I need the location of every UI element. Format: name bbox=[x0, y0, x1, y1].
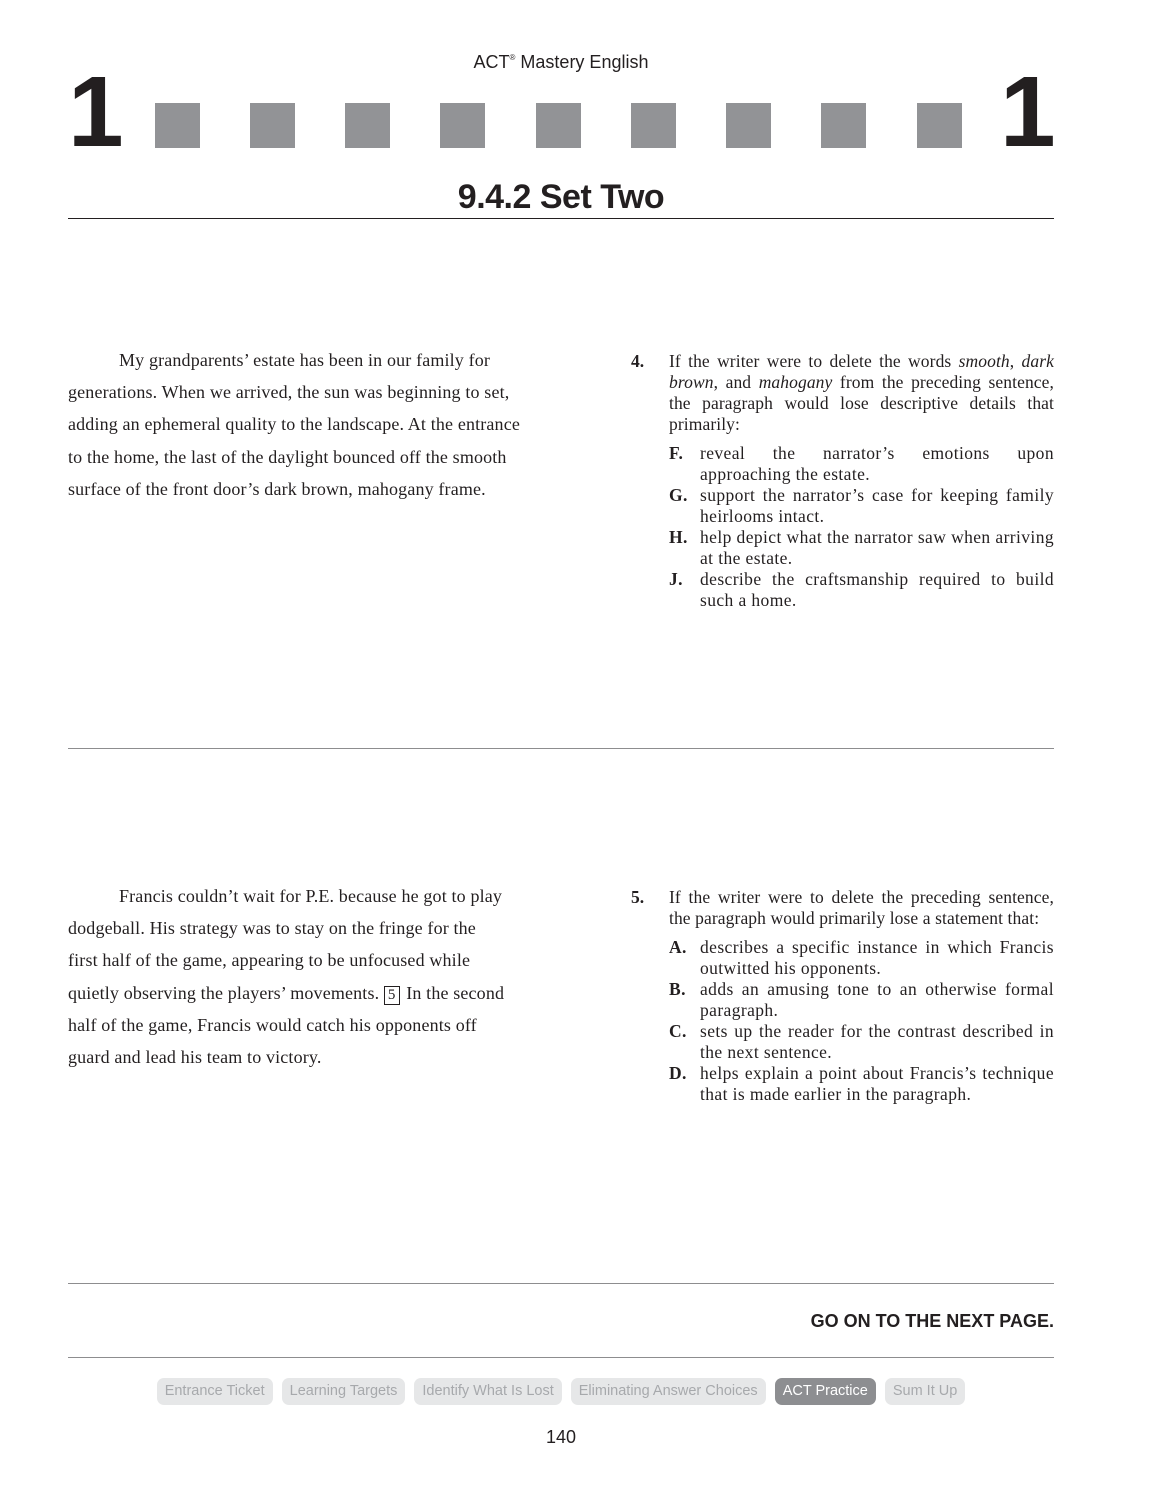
square-icon bbox=[631, 103, 676, 148]
go-on-instruction: GO ON TO THE NEXT PAGE. bbox=[810, 1311, 1054, 1331]
nav-entrance-ticket[interactable]: Entrance Ticket bbox=[157, 1378, 273, 1405]
page-number: 140 bbox=[545, 1427, 577, 1447]
registered-mark: ® bbox=[509, 53, 516, 62]
square-icon bbox=[536, 103, 581, 148]
choice-letter: F. bbox=[669, 443, 684, 463]
answer-choices bbox=[669, 443, 1054, 611]
choice-text: describe the craftsmanship required to build such a home. bbox=[700, 569, 1054, 610]
stem-part: If the writer were to delete the words bbox=[669, 351, 959, 371]
book-title: ACT bbox=[473, 52, 510, 72]
nav-sum-it-up[interactable]: Sum It Up bbox=[885, 1378, 965, 1405]
choice-text: helps explain a point about Francis’s technique that is made earlier in the paragraph. bbox=[700, 1063, 1054, 1104]
stem-part: from the preceding sentence, the paragraph would lose descriptive details that primarily: bbox=[669, 372, 1054, 434]
stem-italic: dark brown bbox=[669, 351, 1055, 392]
choice-letter: J. bbox=[669, 569, 683, 589]
answer-choice-d[interactable] bbox=[669, 1063, 1054, 1105]
stem-part: , and bbox=[713, 372, 759, 392]
question-number: 4. bbox=[631, 351, 645, 371]
stem-part: , bbox=[1009, 351, 1022, 371]
passage-2-text bbox=[68, 880, 508, 1073]
answer-choice-b[interactable] bbox=[669, 979, 1054, 1021]
choice-letter: B. bbox=[669, 979, 686, 999]
square-icon bbox=[345, 103, 390, 148]
question-5 bbox=[628, 887, 1054, 1105]
square-icon bbox=[440, 103, 485, 148]
square-icon bbox=[726, 103, 771, 148]
answer-choice-g[interactable] bbox=[669, 485, 1054, 527]
stem-italic: mahogany bbox=[758, 372, 833, 392]
choice-text: sets up the reader for the contrast described in the next sentence. bbox=[700, 1021, 1054, 1062]
answer-choice-a[interactable] bbox=[669, 937, 1054, 979]
question-number: 5. bbox=[631, 887, 645, 907]
decorative-squares bbox=[155, 103, 965, 148]
answer-choice-j[interactable] bbox=[669, 569, 1054, 611]
nav-identify-what-is-lost[interactable]: Identify What Is Lost bbox=[414, 1378, 561, 1405]
question-marker-box[interactable]: 5 bbox=[384, 986, 400, 1005]
choice-text: describes a specific instance in which Francis outwitted his opponents. bbox=[700, 937, 1054, 978]
nav-eliminating-answer-choices[interactable]: Eliminating Answer Choices bbox=[571, 1378, 766, 1405]
passage-1-text: My grandparents’ estate has been in our family for generations. When we arrived, the sun was beginning to set, adding an ephemeral quality to the landscape. At the entrance to the home, the last of the daylight bounced off the smooth surface of the front door’s dark brown, mahogany frame. bbox=[68, 350, 520, 499]
choice-letter: D. bbox=[669, 1063, 687, 1083]
choice-letter: A. bbox=[669, 937, 687, 957]
choice-text: help depict what the narrator saw when arriving at the estate. bbox=[700, 527, 1054, 568]
answer-choice-c[interactable] bbox=[669, 1021, 1054, 1063]
book-title-rest: Mastery English bbox=[515, 52, 649, 72]
question-4 bbox=[628, 351, 1054, 611]
square-icon bbox=[250, 103, 295, 148]
passage-2 bbox=[68, 880, 508, 1073]
nav-act-practice[interactable]: ACT Practice bbox=[775, 1378, 876, 1405]
choice-letter: H. bbox=[669, 527, 688, 547]
chapter-number-left: 1 bbox=[68, 56, 124, 168]
passage-2-text-after: In the second half of the game, Francis would catch his opponents off guard and lead his team to victory. bbox=[68, 982, 505, 1068]
square-icon bbox=[155, 103, 200, 148]
passage-1 bbox=[68, 344, 530, 505]
square-icon bbox=[917, 103, 962, 148]
item-divider bbox=[68, 748, 1054, 749]
lesson-nav bbox=[0, 1378, 1122, 1405]
square-icon bbox=[821, 103, 866, 148]
question-stem bbox=[669, 351, 1054, 435]
footer-rule-top bbox=[68, 1283, 1054, 1284]
nav-learning-targets[interactable]: Learning Targets bbox=[282, 1378, 406, 1405]
chapter-number-right: 1 bbox=[1000, 56, 1056, 168]
stem-italic: smooth bbox=[958, 351, 1010, 371]
passage-2-text-before: Francis couldn’t wait for P.E. because he got to play dodgeball. His strategy was to stay on the fringe for the first half of the game, appearing to be unfocused while quietly observing the players’ movements. bbox=[68, 886, 503, 1003]
question-stem: If the writer were to delete the preceding sentence, the paragraph would primarily lose a statement that: bbox=[669, 887, 1054, 928]
title-rule bbox=[68, 218, 1054, 219]
choice-text: reveal the narrator’s emotions upon approaching the estate. bbox=[700, 443, 1054, 484]
answer-choices bbox=[669, 937, 1054, 1105]
section-title: 9.4.2 Set Two bbox=[457, 178, 665, 216]
running-header bbox=[0, 52, 1122, 73]
choice-letter: G. bbox=[669, 485, 688, 505]
answer-choice-f[interactable] bbox=[669, 443, 1054, 485]
choice-text: adds an amusing tone to an otherwise formal paragraph. bbox=[700, 979, 1054, 1020]
choice-letter: C. bbox=[669, 1021, 687, 1041]
answer-choice-h[interactable] bbox=[669, 527, 1054, 569]
choice-text: support the narrator’s case for keeping family heirlooms intact. bbox=[700, 485, 1054, 526]
footer-rule-bottom bbox=[68, 1357, 1054, 1358]
